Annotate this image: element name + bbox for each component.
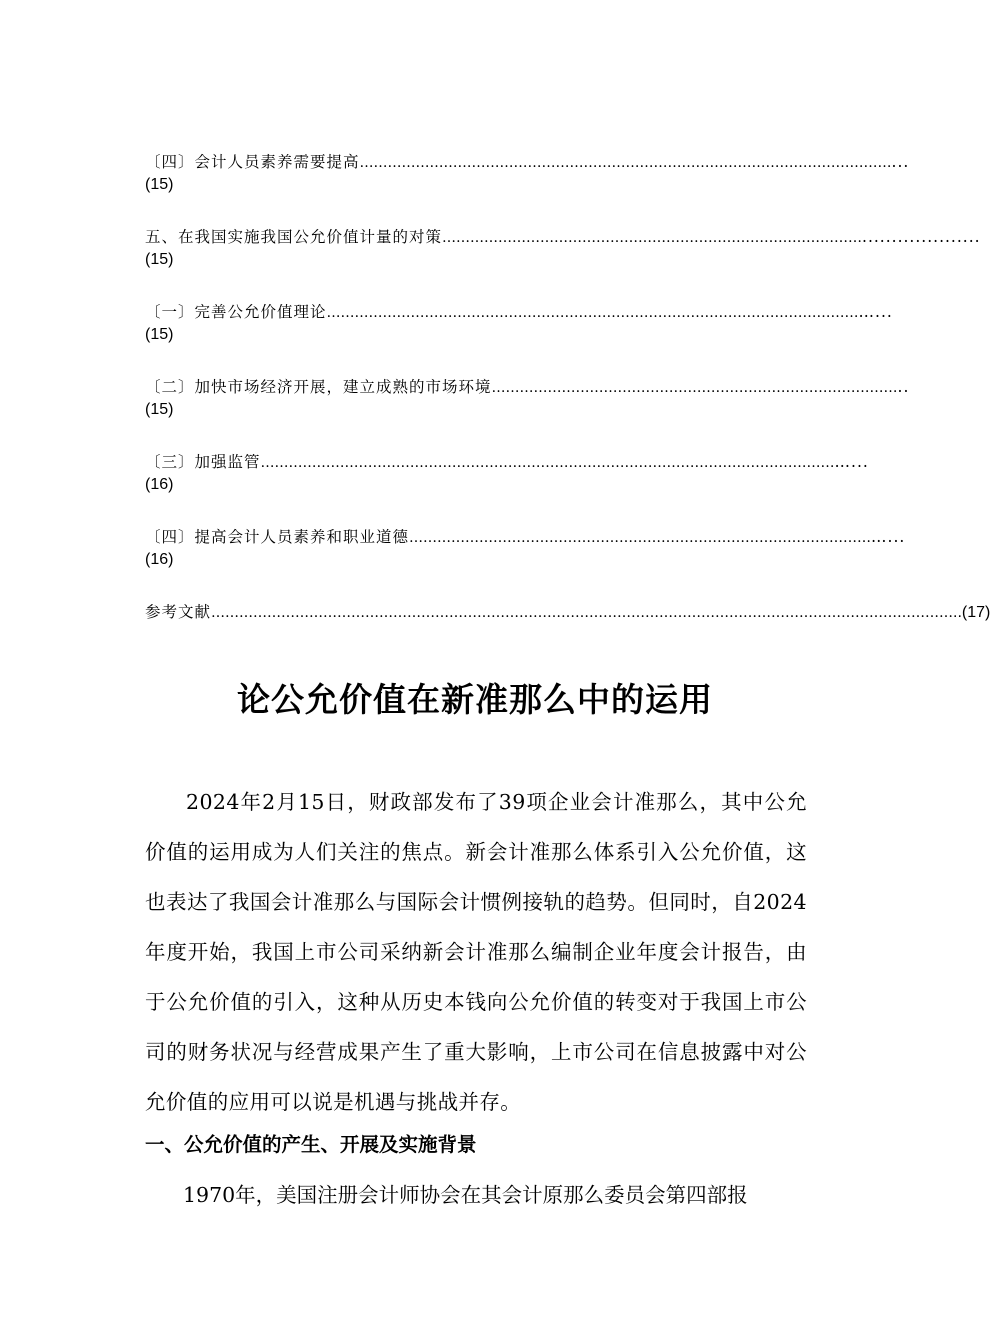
toc-line [145, 150, 910, 174]
toc-entry-label: 〔三〕加强监管 [145, 453, 261, 471]
toc-leader-dots: …………………………………………………………………………………………………… [326, 305, 859, 321]
toc-leader-dots: ……………………………………………………………………………… [442, 230, 863, 246]
toc-entry[interactable] [145, 375, 910, 450]
toc-leader-tail: ... [891, 153, 910, 171]
toc-entry-references[interactable] [145, 600, 990, 675]
toc-leader-tail: …... [834, 453, 869, 471]
toc-entry-label: 〔一〕完善公允价值理论 [145, 303, 327, 321]
toc-line [145, 450, 869, 474]
toc-leader-tail: .. [897, 378, 910, 396]
toc-leader-tail: .................... [862, 228, 981, 246]
toc-entry-label: 〔四〕提高会计人员素养和职业道德 [145, 528, 410, 546]
toc-page-number: ..(17) [953, 604, 990, 621]
toc-leader-dots: …………………………………………………………………………… [491, 380, 898, 396]
toc-leader-tail: …... [871, 528, 906, 546]
toc-leader-tail: …... [858, 303, 893, 321]
toc-entry[interactable] [145, 525, 906, 600]
toc-leader-dots: …………………………………………………………………………………………………… [359, 155, 892, 171]
toc-page-number: (15) [145, 251, 174, 268]
table-of-contents [145, 150, 990, 675]
toc-entry-label: 〔二〕加快市场经济开展，建立成熟的市场环境 [145, 378, 492, 396]
toc-leader-dots: …………………………………………………………………………………………………………… [260, 455, 835, 471]
toc-entry[interactable] [145, 300, 893, 375]
toc-entry-label: 〔四〕会计人员素养需要提高 [145, 153, 360, 171]
document-title: 论公允价值在新准那么中的运用 [237, 680, 713, 719]
toc-leader-dots: ……………………………………………………………………………………… [409, 530, 872, 546]
toc-line [145, 225, 981, 249]
toc-entry[interactable] [145, 450, 869, 525]
toc-entry[interactable] [145, 225, 981, 300]
toc-entry-label: 参考文献 [145, 603, 212, 621]
section-heading: 一、公允价值的产生、开展及实施背景 [145, 1133, 477, 1156]
toc-page-number: (16) [145, 551, 174, 568]
toc-line [145, 525, 906, 549]
toc-page-number: (15) [145, 401, 174, 418]
toc-page-number: (15) [145, 176, 174, 193]
toc-line [145, 375, 910, 399]
intro-paragraph: 2024年2月15日，财政部发布了39项企业会计准那么，其中公允价值的运用成为人们关注的焦点。新会计准那么体系引入公允价值，这也表达了我国会计准那么与国际会计惯例接轨的趋势。但同时，自2024年度开始，我国上市公司采纳新会计准那么编制企业年度会计报告，由于公允价值的引入，这种从历史本钱向公允价值的转变对于我国上市公司的财务状况与经营成果产生了重大影响，上市公司在信息披露中对公允价值的应用可以说是机遇与挑战并存。 [145, 790, 807, 1114]
toc-leader-dots: …………………………………………………………………………………………………………………………………………… [211, 605, 954, 621]
toc-entry-label: 五、在我国实施我国公允价值计量的对策 [145, 228, 443, 246]
toc-entry[interactable] [145, 150, 910, 225]
toc-page-number: (15) [145, 326, 174, 343]
toc-line [145, 300, 893, 324]
toc-page-number: (16) [145, 476, 174, 493]
section-paragraph: 1970年，美国注册会计师协会在其会计原那么委员会第四部报 [183, 1183, 748, 1207]
toc-line [145, 600, 990, 624]
